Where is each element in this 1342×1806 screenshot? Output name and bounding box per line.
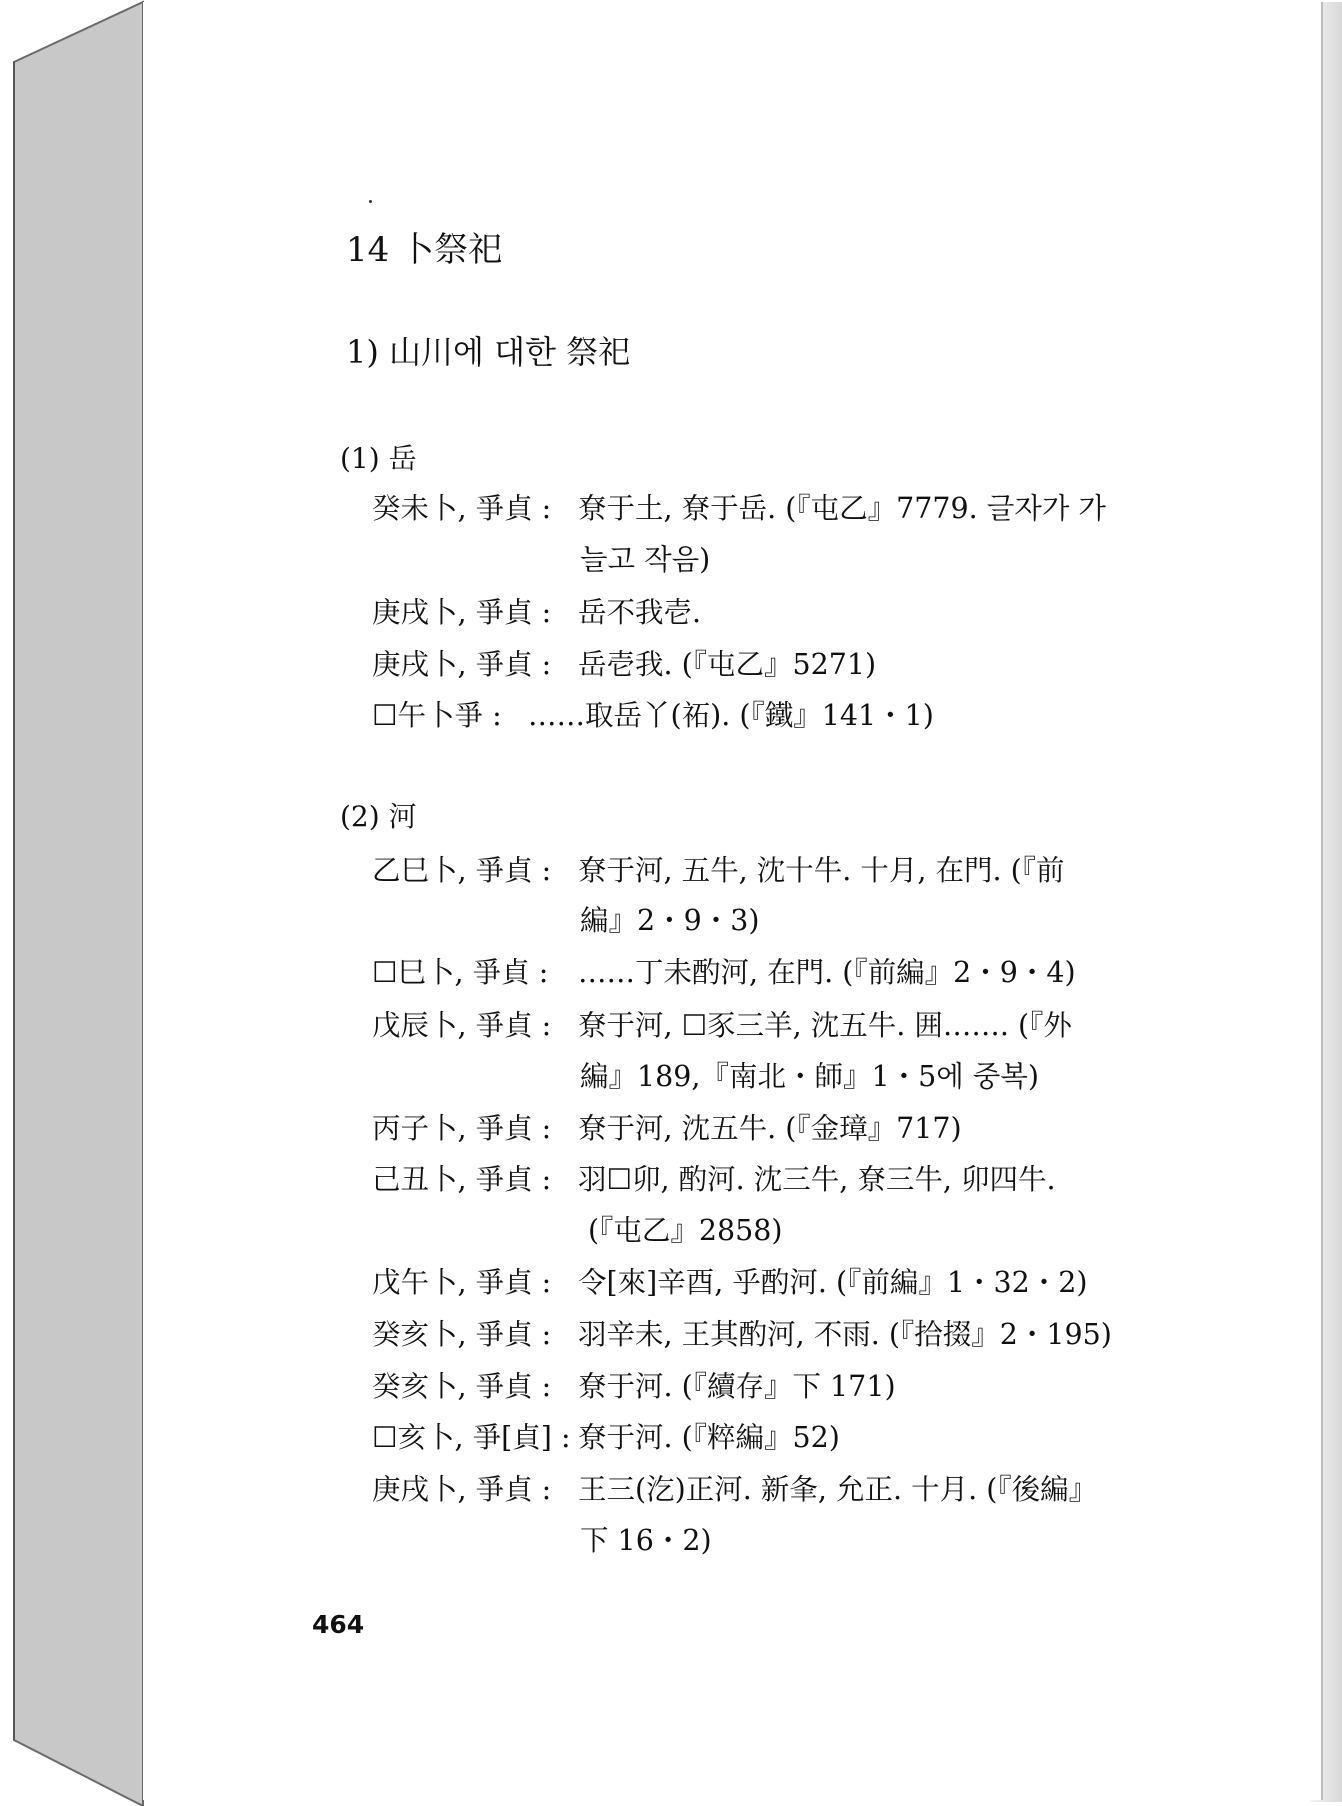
- entry-text: 尞于河, 五牛, 沈十牛. 十月, 在門. (『前: [578, 854, 1065, 887]
- page-number: 464: [312, 1610, 365, 1639]
- entry-label: 庚戌卜, 爭貞 :: [372, 648, 552, 681]
- entry-label: 戊辰卜, 爭貞 :: [372, 1009, 552, 1042]
- entry-text: 羽辛未, 王其酌河, 不雨. (『拾掇』2・195): [578, 1318, 1112, 1351]
- entry-text: 尞于河. (『粹編』52): [578, 1421, 840, 1454]
- entry-label: ☐巳卜, 爭貞 :: [372, 956, 549, 989]
- entry-text: 尞于土, 尞于岳. (『屯乙』7779. 글자가 가: [578, 492, 1106, 525]
- entry-label: 戊午卜, 爭貞 :: [372, 1266, 552, 1299]
- entry-text: 尞于河. (『續存』下 171): [578, 1370, 896, 1403]
- entry-label: ☐午卜爭 :: [372, 699, 502, 732]
- entry-continuation: 늘고 작음): [580, 543, 711, 576]
- page-title: 14 卜祭祀: [346, 230, 503, 270]
- entry-label: 己丑卜, 爭貞 :: [372, 1163, 552, 1196]
- entry-label: 丙子卜, 爭貞 :: [372, 1112, 552, 1145]
- entry-text: 岳壱我. (『屯乙』5271): [578, 648, 877, 681]
- entry-text: 令[來]辛酉, 乎酌河. (『前編』1・32・2): [578, 1266, 1088, 1299]
- entry-label: 癸亥卜, 爭貞 :: [372, 1370, 552, 1403]
- section-heading: (2) 河: [340, 800, 417, 833]
- entry-text: 尞于河, 沈五牛. (『金璋』717): [578, 1112, 962, 1145]
- speck: [369, 200, 372, 203]
- entry-text: ……丁未酌河, 在門. (『前編』2・9・4): [578, 956, 1076, 989]
- entry-text: 尞于河, ☐豕三羊, 沈五牛. 囲……. (『外: [578, 1009, 1072, 1042]
- entry-text: ……取岳丫(祏). (『鐵』141・1): [528, 699, 934, 732]
- entry-label: 乙巳卜, 爭貞 :: [372, 854, 552, 887]
- section-heading: (1) 岳: [340, 442, 417, 475]
- entry-label: ☐亥卜, 爭[貞] :: [372, 1421, 571, 1454]
- entry-label: 庚戌卜, 爭貞 :: [372, 1473, 552, 1506]
- entry-continuation: 下 16・2): [580, 1524, 712, 1557]
- entry-label: 庚戌卜, 爭貞 :: [372, 596, 552, 629]
- entry-text: 羽☐卯, 酌河. 沈三牛, 尞三牛, 卯四牛.: [578, 1163, 1056, 1196]
- entry-continuation: (『屯乙』2858): [588, 1214, 783, 1247]
- entry-label: 癸亥卜, 爭貞 :: [372, 1318, 552, 1351]
- entry-text: 岳不我壱.: [578, 596, 702, 629]
- entry-label: 癸未卜, 爭貞 :: [372, 492, 552, 525]
- section-subtitle: 1) 山川에 대한 祭祀: [346, 333, 631, 371]
- entry-continuation: 編』2・9・3): [580, 904, 760, 937]
- entry-continuation: 編』189,『南北・師』1・5에 중복): [580, 1060, 1039, 1093]
- entry-text: 王三(汔)正河. 新夆, 允正. 十月. (『後編』: [578, 1473, 1098, 1506]
